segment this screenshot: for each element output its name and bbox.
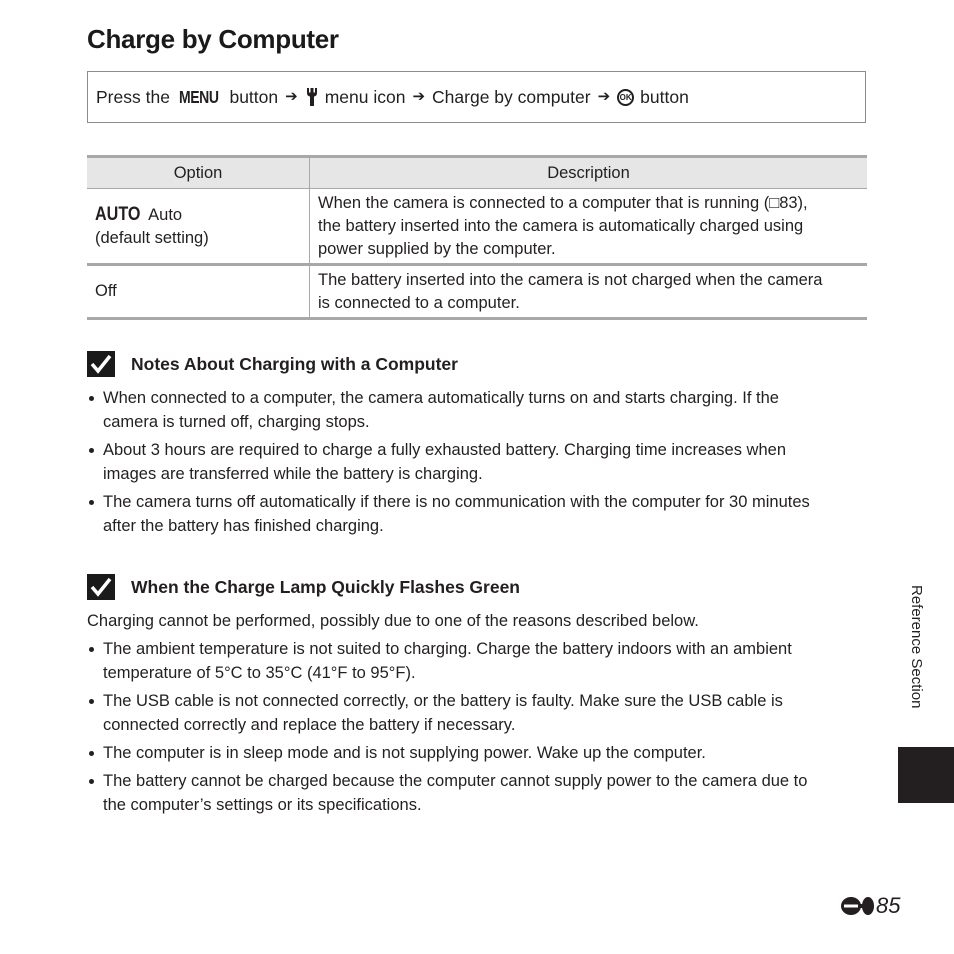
- list-line: When connected to a computer, the camera automatically turns on and starts charging. If the: [103, 389, 779, 407]
- page-number-text: 85: [876, 893, 901, 918]
- section-tab-marker: [898, 747, 954, 803]
- note2-intro: Charging cannot be performed, possibly due to one of the reasons described below.: [87, 612, 699, 630]
- list-item: [87, 689, 867, 737]
- list-line: The battery cannot be charged because the computer cannot supply power to the camera due to: [103, 772, 808, 790]
- list-item: [87, 637, 867, 685]
- list-line: The ambient temperature is not suited to charging. Charge the battery indoors with an ambient: [103, 640, 792, 658]
- list-line: About 3 hours are required to charge a fully exhausted battery. Charging time increases when: [103, 441, 787, 459]
- menu-path-box: [87, 71, 866, 123]
- description-line: the battery inserted into the camera is automatically charged using: [318, 216, 804, 235]
- option-note: (default setting): [95, 228, 209, 247]
- description-line: The battery inserted into the camera is not charged when the camera: [318, 270, 823, 289]
- option-cell: Off: [87, 265, 310, 319]
- description-line: When the camera is connected to a computer that is running (□83),: [318, 193, 808, 212]
- check-icon: [87, 351, 115, 377]
- note1-list: [87, 386, 867, 542]
- list-line: connected correctly and replace the battery if necessary.: [103, 716, 516, 734]
- list-line: The computer is in sleep mode and is not supplying power. Wake up the computer.: [103, 744, 706, 762]
- table-row: [87, 265, 867, 319]
- auto-icon: AUTO: [95, 203, 141, 225]
- section-side-label: Reference Section: [908, 585, 925, 709]
- arrow-icon: ➔: [597, 88, 611, 105]
- list-item: [87, 490, 867, 538]
- ok-button-icon: OK: [617, 89, 634, 106]
- note-heading-text: Notes About Charging with a Computer: [131, 353, 458, 374]
- list-line: after the battery has finished charging.: [103, 517, 384, 535]
- list-line: the computer’s settings or its specifications.: [103, 796, 422, 814]
- table-header-description: Description: [310, 157, 868, 189]
- list-item: [87, 438, 867, 486]
- note2-list: [87, 637, 867, 821]
- list-item: [87, 769, 867, 817]
- nav-button-text: button: [229, 86, 279, 107]
- note-heading-lamp: [87, 574, 520, 600]
- list-line: temperature of 5°C to 35°C (41°F to 95°F).: [103, 664, 416, 682]
- page-title: Charge by Computer: [87, 24, 339, 54]
- note-heading-charging: [87, 351, 458, 377]
- list-item: [87, 386, 867, 434]
- description-line: power supplied by the computer.: [318, 239, 556, 258]
- list-line: images are transferred while the battery is charging.: [103, 465, 483, 483]
- nav-press-text: Press the: [96, 86, 170, 107]
- description-cell: [310, 189, 868, 265]
- table-row: [87, 189, 867, 265]
- table-header-option: Option: [87, 157, 310, 189]
- nav-item-text: Charge by computer: [432, 86, 591, 107]
- page-number: [840, 893, 900, 919]
- arrow-icon: ➔: [412, 88, 426, 105]
- list-line: The USB cable is not connected correctly, or the battery is faulty. Make sure the USB cable is: [103, 692, 783, 710]
- nav-menu-icon-text: menu icon: [324, 86, 406, 107]
- nav-button-text-2: button: [640, 86, 689, 107]
- description-cell: [310, 265, 868, 319]
- list-line: camera is turned off, charging stops.: [103, 413, 370, 431]
- list-item: [87, 741, 867, 765]
- list-line: The camera turns off automatically if there is no communication with the computer for 30 minutes: [103, 493, 810, 511]
- description-line: is connected to a computer.: [318, 293, 520, 312]
- option-cell: [87, 189, 310, 265]
- menu-button-glyph: MENU: [178, 86, 219, 107]
- wrench-icon: [305, 88, 319, 106]
- arrow-icon: ➔: [285, 88, 298, 105]
- option-label: Auto: [144, 205, 183, 224]
- e-section-icon: [840, 895, 876, 917]
- check-icon: [87, 574, 115, 600]
- options-table: [87, 155, 867, 320]
- note-heading-text: When the Charge Lamp Quickly Flashes Green: [131, 576, 520, 597]
